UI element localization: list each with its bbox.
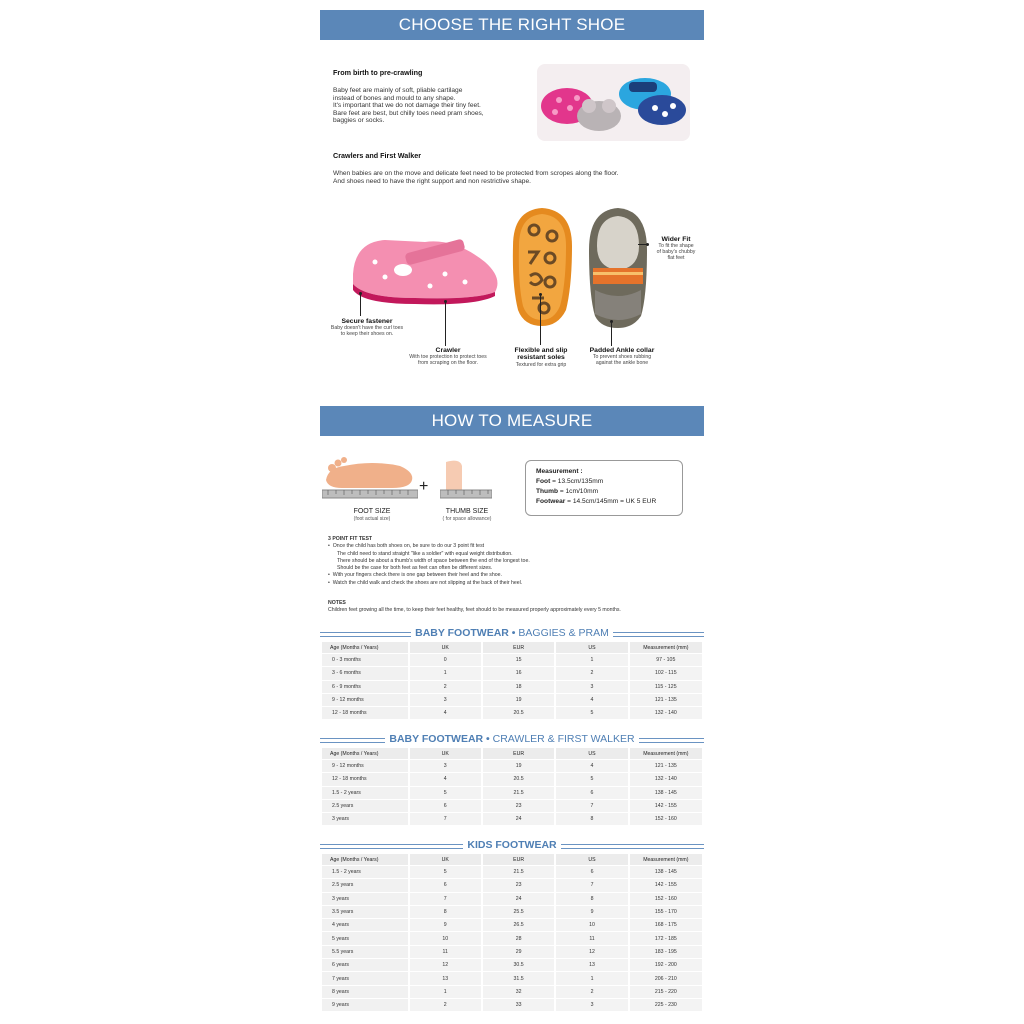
table-cell: 142 - 155 (630, 879, 702, 891)
table-cell: 33 (483, 999, 554, 1011)
column-header: Age (Months / Years) (322, 748, 408, 759)
table-cell: 2 (556, 667, 627, 679)
crawlers-text: When babies are on the move and delicate feet need to be protected from scropes along the floor. And shoes need to have the right support and non restrictive shape. (333, 170, 619, 185)
table-cell: 6 years (322, 959, 408, 971)
table-row (322, 773, 702, 785)
table-cell: 12 (410, 959, 481, 971)
baggies-photo (537, 64, 690, 141)
table-cell: 30.5 (483, 959, 554, 971)
column-header: UK (410, 854, 481, 865)
table-cell: 32 (483, 986, 554, 998)
table-row (322, 760, 702, 772)
table-cell: 168 - 175 (630, 919, 702, 931)
table-cell: 4 (556, 760, 627, 772)
column-header: US (556, 748, 627, 759)
table-row (322, 946, 702, 958)
column-header: UK (410, 642, 481, 653)
table-cell: 21.5 (483, 787, 554, 799)
table-cell: 3 (410, 694, 481, 706)
pink-crawler-shoe-photo (345, 222, 505, 307)
table-cell: 2.5 years (322, 800, 408, 812)
table-cell: 2 (556, 986, 627, 998)
table-row (322, 813, 702, 825)
table-cell: 23 (483, 800, 554, 812)
table-header-row (322, 748, 702, 759)
table-cell: 7 (410, 893, 481, 905)
table-cell: 155 - 170 (630, 906, 702, 918)
table-cell: 152 - 160 (630, 893, 702, 905)
table-cell: 192 - 200 (630, 959, 702, 971)
flexible-soles-callout: Flexible and slip resistant soles Textured for extra grip (514, 347, 568, 368)
table-cell: 0 - 3 months (322, 654, 408, 666)
table-cell: 6 (410, 879, 481, 891)
table-cell: 5 (410, 866, 481, 878)
table-cell: 13 (556, 959, 627, 971)
table-cell: 21.5 (483, 866, 554, 878)
column-header: Measurement (mm) (630, 642, 702, 653)
table-cell: 9 (410, 919, 481, 931)
table-cell: 102 - 115 (630, 667, 702, 679)
table-header-row (322, 642, 702, 653)
table-cell: 3.5 years (322, 906, 408, 918)
table-cell: 23 (483, 879, 554, 891)
table-cell: 4 (410, 773, 481, 785)
table-cell: 24 (483, 813, 554, 825)
column-header: Age (Months / Years) (322, 642, 408, 653)
table-row (322, 999, 702, 1011)
table-title-crawler: BABY FOOTWEAR • CRAWLER & FIRST WALKER (320, 733, 704, 745)
table-cell: 19 (483, 694, 554, 706)
how-to-measure-banner: HOW TO MEASURE (320, 406, 704, 436)
secure-fastener-callout: Secure fastener Baby doesn't have the curl toes to keep their shoes on. (330, 318, 404, 338)
table-cell: 16 (483, 667, 554, 679)
table-cell: 152 - 160 (630, 813, 702, 825)
table-cell: 132 - 140 (630, 707, 702, 719)
table-cell: 1 (556, 972, 627, 984)
table-cell: 20.5 (483, 773, 554, 785)
table-cell: 3 (556, 999, 627, 1011)
pre-crawl-text: Baby feet are mainly of soft, pliable cartilage instead of bones and mould to any shape. It's important that we do not damage their tiny feet. Bare feet are best, but chilly toes need pram shoes, baggies or socks. (333, 87, 484, 125)
table-cell: 3 (410, 760, 481, 772)
table-row (322, 707, 702, 719)
table-row (322, 694, 702, 706)
column-header: Measurement (mm) (630, 854, 702, 865)
plus-sign: + (419, 478, 429, 495)
table-cell: 183 - 195 (630, 946, 702, 958)
thumb-size-label: THUMB SIZE ( for space allowance) (442, 508, 492, 522)
crawlers-heading: Crawlers and First Walker (333, 151, 422, 160)
table-cell: 25.5 (483, 906, 554, 918)
table-header-row (322, 854, 702, 865)
table-cell: 132 - 140 (630, 773, 702, 785)
choose-shoe-banner: CHOOSE THE RIGHT SHOE (320, 10, 704, 40)
table-cell: 6 - 9 months (322, 681, 408, 693)
table-row (322, 893, 702, 905)
table-cell: 15 (483, 654, 554, 666)
foot-size-label: FOOT SIZE (foot actual size) (353, 508, 391, 522)
table-cell: 31.5 (483, 972, 554, 984)
table-cell: 6 (556, 866, 627, 878)
column-header: EUR (483, 854, 554, 865)
table-cell: 29 (483, 946, 554, 958)
table-cell: 13 (410, 972, 481, 984)
table-cell: 10 (556, 919, 627, 931)
table-cell: 206 - 210 (630, 972, 702, 984)
table-row (322, 932, 702, 944)
table-row (322, 879, 702, 891)
thumb-on-ruler-icon (440, 458, 492, 500)
wider-fit-callout: Wider Fit To fit the shape of baby's chubby flat feet (656, 236, 696, 262)
table-cell: 4 (556, 694, 627, 706)
shoe-sole-photo (510, 206, 575, 328)
table-cell: 3 - 6 months (322, 667, 408, 679)
notes: NOTES Children feet growing all the time, to keep their feet healthy, feet should to be measured properly approximately every 5 months. (328, 600, 621, 614)
table-cell: 1 (410, 667, 481, 679)
table-cell: 12 - 18 months (322, 773, 408, 785)
table-row (322, 681, 702, 693)
table-cell: 138 - 145 (630, 866, 702, 878)
table-cell: 12 - 18 months (322, 707, 408, 719)
table-cell: 24 (483, 893, 554, 905)
table-row (322, 787, 702, 799)
table-row (322, 906, 702, 918)
table-cell: 5 (556, 773, 627, 785)
table-cell: 19 (483, 760, 554, 772)
table-cell: 18 (483, 681, 554, 693)
table-cell: 3 (556, 681, 627, 693)
table-cell: 7 years (322, 972, 408, 984)
table-cell: 9 - 12 months (322, 760, 408, 772)
table-cell: 7 (556, 879, 627, 891)
table-cell: 7 (556, 800, 627, 812)
table-cell: 225 - 230 (630, 999, 702, 1011)
table-cell: 1 (556, 654, 627, 666)
table-cell: 28 (483, 932, 554, 944)
table-cell: 4 years (322, 919, 408, 931)
table-row (322, 972, 702, 984)
table-row (322, 667, 702, 679)
table-cell: 1.5 - 2 years (322, 787, 408, 799)
table-cell: 6 (556, 787, 627, 799)
pre-crawl-heading: From birth to pre-crawling (333, 68, 423, 77)
size-table-crawler (320, 747, 704, 826)
table-cell: 20.5 (483, 707, 554, 719)
column-header: EUR (483, 748, 554, 759)
table-cell: 26.5 (483, 919, 554, 931)
table-cell: 11 (556, 932, 627, 944)
table-cell: 5 (556, 707, 627, 719)
table-row (322, 959, 702, 971)
table-cell: 8 (410, 906, 481, 918)
table-cell: 11 (410, 946, 481, 958)
table-cell: 1 (410, 986, 481, 998)
column-header: Measurement (mm) (630, 748, 702, 759)
table-cell: 2.5 years (322, 879, 408, 891)
table-cell: 5 years (322, 932, 408, 944)
table-cell: 2 (410, 999, 481, 1011)
column-header: US (556, 642, 627, 653)
measurement-example-box: Measurement : Foot = 13.5cm/135mm Thumb = 1cm/10mm Footwear = 14.5cm/145mm = UK 5 EUR (525, 460, 683, 516)
table-cell: 9 years (322, 999, 408, 1011)
padded-collar-callout: Padded Ankle collar To prevent shoes rubbing against the ankle bone (589, 347, 655, 367)
table-row (322, 919, 702, 931)
table-title-baggies: BABY FOOTWEAR • BAGGIES & PRAM (320, 627, 704, 639)
table-cell: 10 (410, 932, 481, 944)
crawler-callout: Crawler With toe protection to protect toes from scraping on the floor. (409, 347, 487, 367)
table-cell: 9 - 12 months (322, 694, 408, 706)
table-cell: 172 - 185 (630, 932, 702, 944)
table-cell: 97 - 105 (630, 654, 702, 666)
column-header: UK (410, 748, 481, 759)
table-cell: 9 (556, 906, 627, 918)
table-row (322, 800, 702, 812)
fit-test: 3 POINT FIT TEST • Once the child has both shoes on, be sure to do our 3 point fit test The child need to stand straight "like a soldier" with equal weight distribution. There should be about a thumb's width of space between the end of the longest toe. Should be the case for both feet as feet can often be different sizes. • With your fingers check there is one gap between their heel and the shoe. • Watch the child walk and check the shoes are not slipping at the back of their heel. (328, 536, 530, 586)
table-cell: 8 years (322, 986, 408, 998)
table-cell: 0 (410, 654, 481, 666)
table-cell: 8 (556, 813, 627, 825)
table-cell: 5 (410, 787, 481, 799)
table-cell: 7 (410, 813, 481, 825)
size-table-kids (320, 853, 704, 1012)
column-header: US (556, 854, 627, 865)
table-cell: 215 - 220 (630, 986, 702, 998)
table-cell: 1.5 - 2 years (322, 866, 408, 878)
table-cell: 121 - 135 (630, 760, 702, 772)
table-cell: 4 (410, 707, 481, 719)
table-row (322, 986, 702, 998)
table-cell: 138 - 145 (630, 787, 702, 799)
table-cell: 5.5 years (322, 946, 408, 958)
size-table-baggies (320, 641, 704, 720)
column-header: EUR (483, 642, 554, 653)
table-cell: 12 (556, 946, 627, 958)
foot-on-ruler-icon (322, 450, 418, 500)
table-cell: 142 - 155 (630, 800, 702, 812)
table-row (322, 866, 702, 878)
table-cell: 8 (556, 893, 627, 905)
table-cell: 115 - 125 (630, 681, 702, 693)
column-header: Age (Months / Years) (322, 854, 408, 865)
grey-walker-shoe-photo (585, 206, 651, 330)
table-title-kids: KIDS FOOTWEAR (320, 839, 704, 851)
table-cell: 2 (410, 681, 481, 693)
table-cell: 3 years (322, 813, 408, 825)
table-cell: 6 (410, 800, 481, 812)
table-row (322, 654, 702, 666)
table-cell: 121 - 135 (630, 694, 702, 706)
table-cell: 3 years (322, 893, 408, 905)
